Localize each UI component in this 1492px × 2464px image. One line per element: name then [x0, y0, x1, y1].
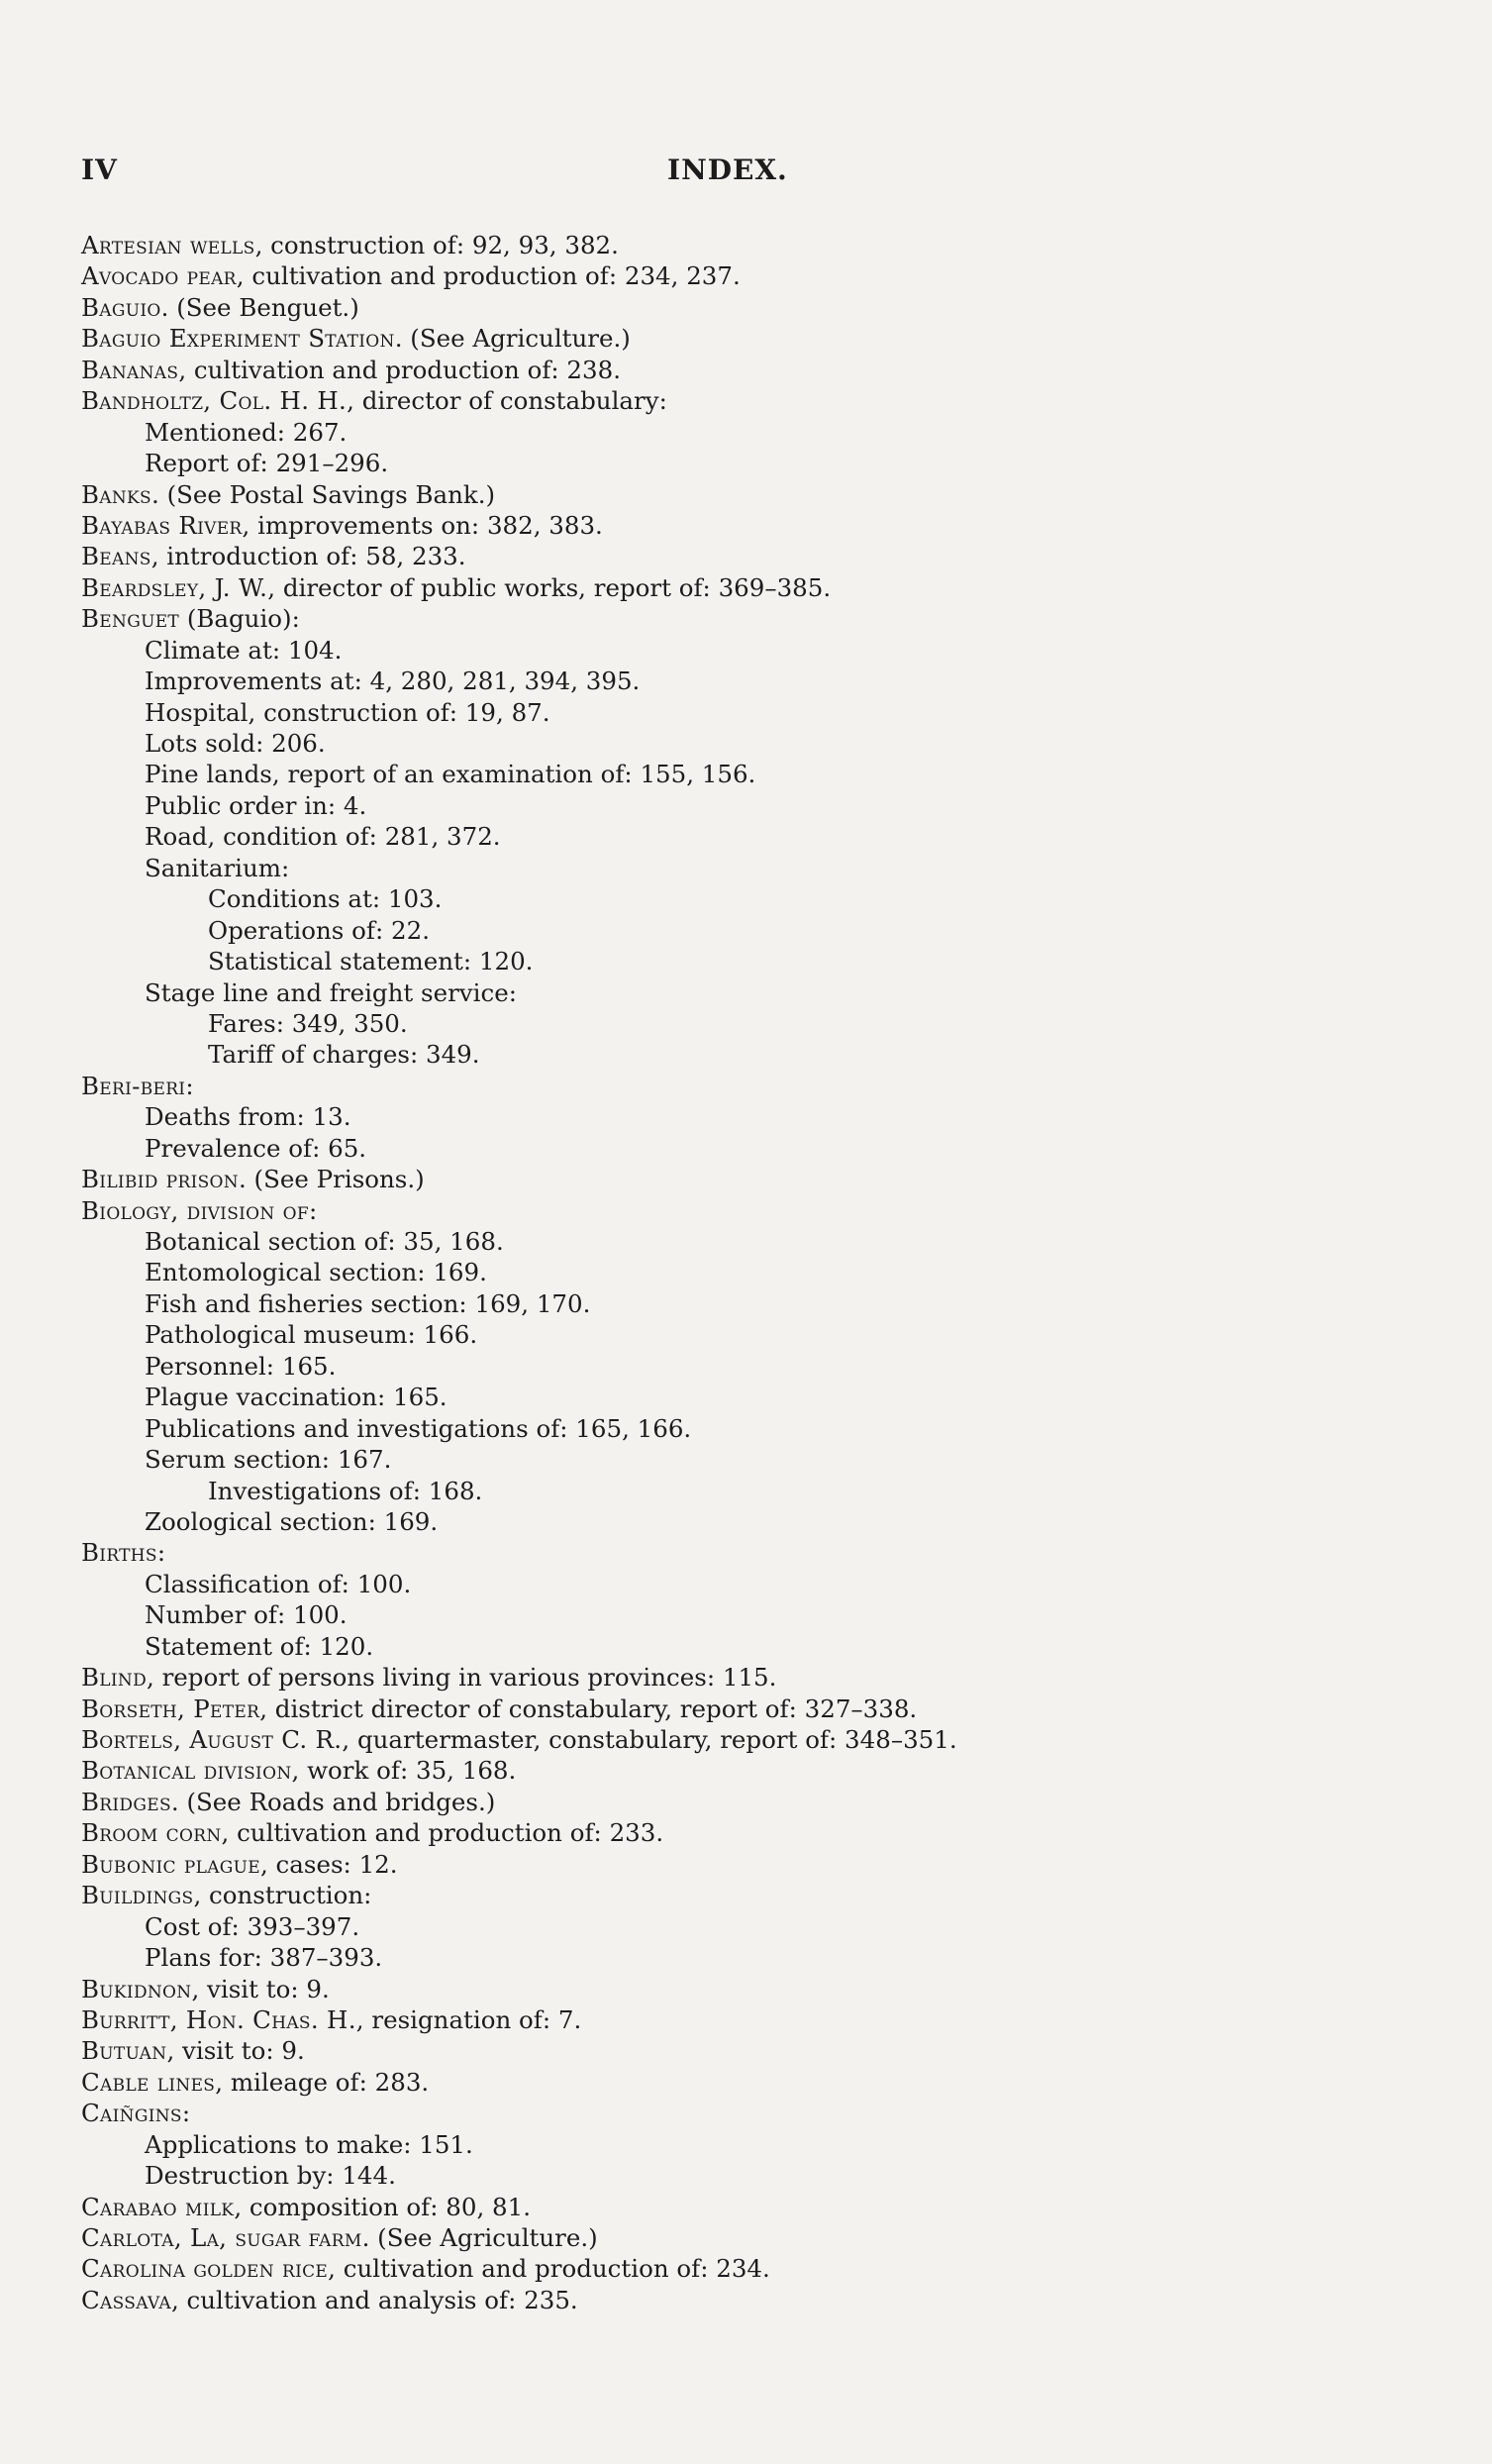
- entry-text: , cultivation and production of: 234, 237.: [236, 261, 741, 291]
- index-entry: [81, 1537, 1408, 1568]
- entry-text: Cost of: 393–397.: [145, 1911, 360, 1941]
- running-title: INDEX.: [667, 154, 788, 186]
- entry-heading: Carabao milk: [81, 2192, 235, 2221]
- index-entry: [81, 541, 1408, 571]
- index-subentry: [81, 946, 1408, 976]
- entry-heading: Bukidnon: [81, 1974, 192, 2003]
- index-subentry: [81, 821, 1408, 852]
- index-subentry: [81, 417, 1408, 448]
- entry-heading: Bayabas River: [81, 510, 243, 540]
- index-subentry: [81, 790, 1408, 821]
- index-entry: [81, 2067, 1408, 2098]
- index-entry: [81, 2035, 1408, 2066]
- index-entry: [81, 603, 1408, 634]
- index-entry-list: [81, 230, 1408, 2315]
- entry-text: , district director of constabulary, report of: 327–338.: [259, 1694, 918, 1723]
- entry-heading: Bridges: [81, 1787, 171, 1816]
- index-subentry: [81, 2160, 1408, 2191]
- page-header: [81, 154, 1408, 193]
- entry-text: . (See Agriculture.): [394, 324, 631, 354]
- index-subentry: [81, 666, 1408, 696]
- entry-text: Investigations of: 168.: [208, 1476, 483, 1505]
- entry-heading: Avocado pear: [81, 261, 237, 291]
- entry-text: Hospital, construction of: 19, 87.: [145, 697, 550, 727]
- entry-text: . (See Postal Savings Bank.): [151, 479, 496, 509]
- entry-text: :: [156, 1538, 166, 1568]
- index-entry: [81, 1817, 1408, 1848]
- index-subentry: [81, 915, 1408, 946]
- entry-text: , quartermaster, constabulary, report of: 348–351.: [342, 1725, 957, 1754]
- entry-text: Classification of: 100.: [145, 1569, 412, 1598]
- index-subentry: [81, 883, 1408, 914]
- entry-text: Lots sold: 206.: [145, 729, 326, 758]
- entry-text: , director of constabulary:: [347, 386, 667, 416]
- index-subentry: [81, 1942, 1408, 1973]
- index-subentry: [81, 1599, 1408, 1630]
- index-entry: [81, 355, 1408, 385]
- entry-heading: Benguet: [81, 604, 180, 634]
- index-subentry: [81, 1351, 1408, 1382]
- entry-text: , introduction of: 58, 233.: [150, 542, 466, 571]
- entry-heading: Biology, division of: [81, 1195, 309, 1225]
- entry-heading: Cassava: [81, 2285, 171, 2314]
- entry-heading: Baguio Experiment Station: [81, 324, 395, 354]
- index-entry: [81, 323, 1408, 354]
- entry-text: Improvements at: 4, 280, 281, 394, 395.: [145, 667, 641, 696]
- index-subentry: [81, 1039, 1408, 1070]
- index-entry: [81, 1849, 1408, 1880]
- index-entry: [81, 1755, 1408, 1786]
- entry-text: , resignation of: 7.: [355, 2004, 582, 2034]
- entry-text: Plans for: 387–393.: [145, 1943, 383, 1973]
- index-entry: [81, 2098, 1408, 2128]
- index-entry: [81, 1662, 1408, 1693]
- entry-text: . (See Roads and bridges.): [170, 1787, 496, 1816]
- index-entry: [81, 260, 1408, 291]
- entry-heading: Bilibid prison: [81, 1165, 239, 1194]
- entry-heading: Buildings: [81, 1881, 194, 1910]
- entry-text: Entomological section: 169.: [145, 1258, 487, 1287]
- entry-text: , cultivation and production of: 234.: [328, 2254, 770, 2284]
- index-entry: [81, 2004, 1408, 2035]
- index-entry: [81, 1164, 1408, 1194]
- entry-text: Public order in: 4.: [145, 790, 367, 820]
- index-entry: [81, 2253, 1408, 2284]
- index-entry: [81, 2192, 1408, 2222]
- index-entry: [81, 1787, 1408, 1817]
- entry-text: Conditions at: 103.: [208, 884, 443, 914]
- index-entry: [81, 1694, 1408, 1724]
- entry-heading: Bubonic plague: [81, 1849, 260, 1879]
- index-entry: [81, 230, 1408, 260]
- entry-text: , work of: 35, 168.: [291, 1756, 517, 1786]
- index-subentry: [81, 1476, 1408, 1506]
- entry-text: :: [185, 1071, 194, 1100]
- entry-text: , visit to: 9.: [166, 2036, 305, 2066]
- entry-text: Road, condition of: 281, 372.: [145, 822, 501, 852]
- entry-heading: Botanical division: [81, 1756, 292, 1786]
- index-entry: [81, 1974, 1408, 2004]
- entry-text: Sanitarium:: [145, 853, 290, 882]
- entry-text: , cases: 12.: [259, 1849, 398, 1879]
- entry-text: :: [309, 1195, 318, 1225]
- index-subentry: [81, 1631, 1408, 1662]
- index-subentry: [81, 1257, 1408, 1287]
- entry-heading: Births: [81, 1538, 157, 1568]
- entry-text: , construction:: [193, 1881, 372, 1910]
- index-subentry: [81, 1911, 1408, 1942]
- page-number: IV: [81, 154, 118, 186]
- index-subentry: [81, 759, 1408, 789]
- entry-text: Personnel: 165.: [145, 1351, 337, 1381]
- entry-text: , cultivation and production of: 233.: [221, 1818, 664, 1848]
- index-subentry: [81, 1413, 1408, 1444]
- entry-heading: Borseth, Peter: [81, 1694, 260, 1723]
- entry-text: :: [181, 2099, 191, 2128]
- entry-heading: Artesian wells: [81, 231, 255, 259]
- entry-heading: Caiñgins: [81, 2099, 182, 2128]
- entry-text: , construction of: 92, 93, 382.: [254, 231, 619, 259]
- index-subentry: [81, 1506, 1408, 1537]
- index-entry: [81, 1195, 1408, 1226]
- entry-text: Pathological museum: 166.: [145, 1320, 478, 1350]
- entry-heading: Cable lines: [81, 2067, 216, 2097]
- entry-text: , improvements on: 382, 383.: [242, 510, 603, 540]
- entry-text: Report of: 291–296.: [145, 449, 389, 478]
- index-entry: [81, 292, 1408, 323]
- entry-text: , director of public works, report of: 369–385.: [267, 572, 832, 602]
- entry-text: Applications to make: 151.: [145, 2129, 473, 2159]
- index-entry: [81, 572, 1408, 603]
- entry-text: Botanical section of: 35, 168.: [145, 1227, 504, 1256]
- entry-text: Number of: 100.: [145, 1600, 348, 1630]
- entry-text: Plague vaccination: 165.: [145, 1383, 448, 1412]
- entry-heading: Beardsley, J. W.: [81, 572, 268, 602]
- index-subentry: [81, 853, 1408, 883]
- entry-text: , mileage of: 283.: [215, 2067, 430, 2097]
- entry-heading: Beans: [81, 542, 151, 571]
- entry-text: Deaths from: 13.: [145, 1102, 351, 1132]
- entry-text: Zoological section: 169.: [145, 1506, 439, 1536]
- entry-text: Destruction by: 144.: [145, 2161, 396, 2191]
- entry-text: , cultivation and analysis of: 235.: [170, 2285, 578, 2314]
- entry-heading: Bananas: [81, 355, 179, 384]
- index-subentry: [81, 448, 1408, 478]
- entry-text: Fish and fisheries section: 169, 170.: [145, 1288, 591, 1318]
- index-subentry: [81, 1382, 1408, 1412]
- index-subentry: [81, 1569, 1408, 1599]
- entry-text: Statistical statement: 120.: [208, 947, 534, 976]
- entry-text: Tariff of charges: 349.: [208, 1040, 480, 1070]
- index-subentry: [81, 2129, 1408, 2160]
- entry-text: Climate at: 104.: [145, 635, 343, 665]
- index-subentry: [81, 635, 1408, 666]
- index-entry: [81, 1724, 1408, 1755]
- index-entry: [81, 2285, 1408, 2315]
- entry-heading: Burritt, Hon. Chas. H.: [81, 2004, 356, 2034]
- entry-text: Stage line and freight service:: [145, 977, 517, 1007]
- entry-heading: Banks: [81, 479, 152, 509]
- entry-text: . (See Agriculture.): [361, 2223, 598, 2252]
- entry-heading: Butuan: [81, 2036, 167, 2066]
- entry-text: Pine lands, report of an examination of: 155, 156.: [145, 760, 756, 789]
- index-subentry: [81, 1101, 1408, 1132]
- entry-text: Statement of: 120.: [145, 1631, 374, 1661]
- entry-heading: Baguio: [81, 292, 161, 322]
- entry-text: Fares: 349, 350.: [208, 1008, 408, 1038]
- index-subentry: [81, 1008, 1408, 1039]
- index-subentry: [81, 977, 1408, 1008]
- entry-heading: Beri-beri: [81, 1071, 186, 1100]
- entry-heading: Bandholtz, Col. H. H.: [81, 386, 348, 416]
- index-subentry: [81, 1319, 1408, 1350]
- entry-text: Mentioned: 267.: [145, 417, 348, 447]
- entry-heading: Bortels, August C. R.: [81, 1725, 343, 1754]
- entry-heading: Carlota, La, sugar farm: [81, 2223, 362, 2252]
- index-subentry: [81, 1444, 1408, 1475]
- entry-text: . (See Benguet.): [160, 292, 359, 322]
- entry-heading: Carolina golden rice: [81, 2254, 329, 2284]
- index-entry: [81, 1071, 1408, 1101]
- entry-text: Publications and investigations of: 165, 166.: [145, 1413, 692, 1443]
- index-subentry: [81, 1133, 1408, 1164]
- index-entry: [81, 1880, 1408, 1910]
- entry-text: , cultivation and production of: 238.: [178, 355, 621, 384]
- index-subentry: [81, 728, 1408, 759]
- entry-text: (Baguio):: [179, 604, 300, 634]
- entry-text: Operations of: 22.: [208, 915, 430, 945]
- index-subentry: [81, 697, 1408, 728]
- entry-text: , composition of: 80, 81.: [234, 2192, 532, 2221]
- index-subentry: [81, 1288, 1408, 1319]
- entry-text: , report of persons living in various provinces: 115.: [147, 1663, 777, 1693]
- index-entry: [81, 479, 1408, 510]
- entry-heading: Blind: [81, 1663, 148, 1693]
- index-subentry: [81, 1226, 1408, 1257]
- entry-text: , visit to: 9.: [191, 1974, 330, 2003]
- entry-text: Serum section: 167.: [145, 1445, 392, 1475]
- entry-heading: Broom corn: [81, 1818, 222, 1848]
- index-entry: [81, 2222, 1408, 2253]
- entry-text: Prevalence of: 65.: [145, 1133, 367, 1163]
- entry-text: . (See Prisons.): [238, 1165, 425, 1194]
- index-entry: [81, 510, 1408, 541]
- index-entry: [81, 385, 1408, 416]
